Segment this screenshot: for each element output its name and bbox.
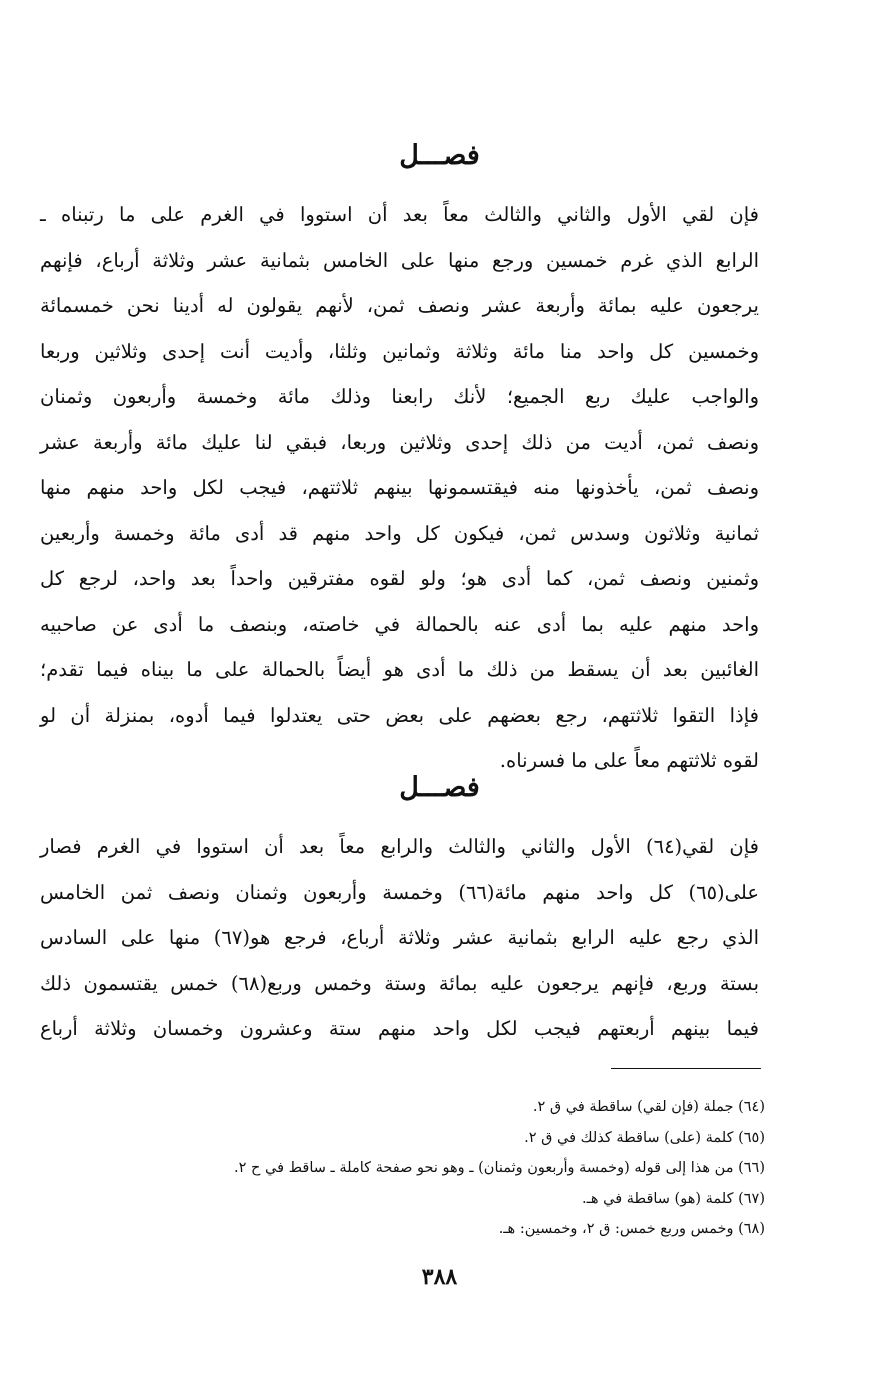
- text-line: لقوه ثلاثتهم معاً على ما فسرناه.: [499, 749, 759, 772]
- footnote: (٦٤) جملة (فإن لقي) ساقطة في ق ٢.: [532, 1099, 765, 1115]
- text-line: الرابع الذي غرم خمسين ورجع منها على الخامس بثمانية عشر وثلاثة أرباع، فإنهم: [40, 248, 759, 272]
- text-line: على(٦٥) كل واحد منهم مائة(٦٦) وخمسة وأربعون وثمنان ونصف ثمن الخامس: [40, 880, 759, 904]
- section-heading-2: فصـــل: [399, 772, 480, 803]
- text-line: والواجب عليك ربع الجميع؛ لأنك رابعنا وذلك مائة وخمسة وأربعون وثمنان: [40, 385, 759, 408]
- text-line: بستة وربع، فإنهم يرجعون عليه بمائة وستة وخمس وربع(٦٨) خمس يقتسمون ذلك: [40, 971, 759, 995]
- text-line: وثمنين ونصف ثمن، كما أدى هو؛ ولو لقوه مفترقين واحداً بعد واحد، لرجع كل: [40, 567, 759, 590]
- text-line: الذي رجع عليه الرابع بثمانية عشر وثلاثة أرباع، فرجع هو(٦٧) منها على السادس: [40, 926, 759, 949]
- footnote: (٦٦) من هذا إلى قوله (وخمسة وأربعون وثمنان) ـ وهو نحو صفحة كاملة ـ ساقط في ح ٢.: [234, 1160, 765, 1176]
- footnote: (٦٧) كلمة (هو) ساقطة في هـ.: [582, 1190, 765, 1207]
- text-line: الغائبين بعد أن يسقط من ذلك ما أدى هو أيضاً بالحمالة على ما بيناه فيما تقدم؛: [40, 658, 759, 681]
- text-line: واحد منهم عليه بما أدى عنه بالحمالة في خاصته، وبنصف ما أدى عن صاحبيه: [40, 612, 759, 636]
- page-number: ٣٨٨: [421, 1264, 458, 1290]
- section-heading-1: فصـــل: [399, 140, 480, 171]
- text-line: ونصف ثمن، أديت من ذلك إحدى وثلاثين وربعا، فبقي لنا عليك مائة وأربعة عشر: [40, 430, 759, 454]
- text-line: وخمسين كل واحد منا مائة وثلاثة وثمانين وثلثا، وأديت أنت إحدى وثلاثين وربعا: [40, 339, 759, 363]
- text-line: يرجعون عليه بمائة وأربعة عشر ونصف ثمن، لأنهم يقولون له أدينا نحن خمسمائة: [40, 294, 759, 317]
- footnote: (٦٨) وخمس وربع خمس: ق ٢، وخمسين: هـ.: [498, 1221, 765, 1237]
- text-line: فإذا التقوا ثلاثتهم، رجع بعضهم على بعض حتى يعتدلوا فيما أدوه، بمنزلة أن لو: [40, 703, 759, 727]
- footnote-divider: [611, 1068, 761, 1069]
- text-line: فيما بينهم أربعتهم فيجب لكل واحد منهم ستة وعشرون وخمسان وثلاثة أرباع: [40, 1017, 759, 1040]
- text-line: ونصف ثمن، يأخذونها منه فيقتسمونها بينهم ثلاثتهم، فيجب لكل واحد منهم منها: [40, 476, 759, 499]
- section-body-2: [40, 824, 759, 1052]
- text-line: فإن لقي(٦٤) الأول والثاني والثالث والرابع معاً بعد أن استووا في الغرم فصار: [40, 835, 759, 858]
- text-line: ثمانية وثلاثون وسدس ثمن، فيكون كل واحد منهم قد أدى مائة وخمسة وأربعين: [40, 521, 759, 545]
- footnotes: [40, 1092, 765, 1245]
- text-line: فإن لقي الأول والثاني والثالث معاً بعد أن استووا في الغرم على ما رتبناه ـ: [40, 203, 759, 226]
- section-body-1: [40, 192, 759, 784]
- footnote: (٦٥) كلمة (على) ساقطة كذلك في ق ٢.: [524, 1129, 765, 1146]
